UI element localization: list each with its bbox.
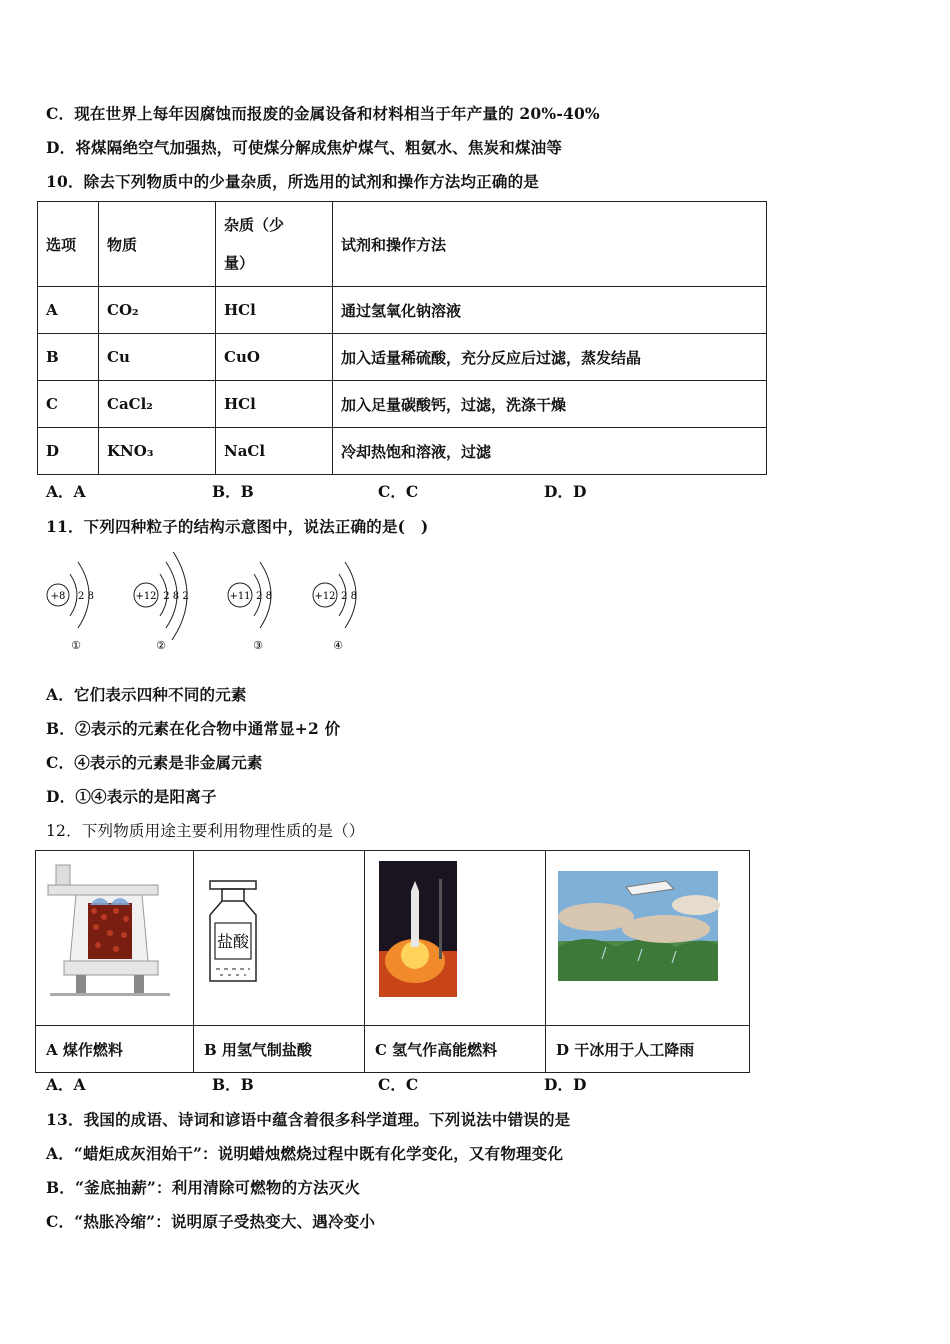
header-substance: 物质: [99, 202, 216, 287]
answers-12: A．A B．B C．C D．D: [46, 1075, 587, 1094]
svg-text:③: ③: [253, 639, 263, 652]
cell-acid-bottle: [194, 851, 365, 1026]
header-option: 选项: [38, 202, 99, 287]
answers-10: A．A B．B C．C D．D: [46, 482, 587, 501]
particle-structure-diagrams: [40, 552, 380, 662]
cell-coal-stove: [36, 851, 194, 1026]
question-12-stem: 12．下列物质用途主要利用物理性质的是（）: [46, 822, 365, 840]
particle-4: [313, 562, 357, 652]
svg-text:2 8 2: 2 8 2: [163, 591, 189, 602]
q13-option-b: B．“釜底抽薪”：利用清除可燃物的方法灭火: [46, 1178, 361, 1197]
svg-text:+8: +8: [50, 591, 66, 602]
header-method: 试剂和操作方法: [333, 202, 767, 287]
q11-option-d: D．①④表示的是阳离子: [46, 787, 217, 806]
svg-text:④: ④: [333, 639, 343, 652]
question-11-stem: 11．下列四种粒子的结构示意图中，说法正确的是( ): [46, 517, 429, 536]
table-row: C CaCl₂ HCl 加入足量碳酸钙，过滤，洗涤干燥: [38, 381, 767, 428]
svg-text:2 8: 2 8: [256, 591, 272, 602]
particle-1: [47, 562, 94, 652]
svg-text:2 8: 2 8: [78, 591, 94, 602]
svg-text:盐酸: 盐酸: [216, 932, 250, 951]
table-row: A CO₂ HCl 通过氢氧化钠溶液: [38, 287, 767, 334]
option-d-line: D．将煤隔绝空气加强热，可使煤分解成焦炉煤气、粗氨水、焦炭和煤油等: [46, 138, 563, 157]
caption-a: A 煤作燃料: [36, 1026, 194, 1073]
question-12-table: [35, 850, 750, 1073]
option-c-line: C．现在世界上每年因腐蚀而报废的金属设备和材料相当于年产量的 20%-40%: [46, 104, 600, 123]
rocket-launch-image: [365, 851, 545, 1021]
caption-d: D 干冰用于人工降雨: [546, 1026, 750, 1073]
caption-c: C 氢气作高能燃料: [365, 1026, 546, 1073]
question-10-table: [37, 201, 767, 475]
svg-text:+12: +12: [314, 591, 336, 602]
svg-text:+11: +11: [229, 591, 251, 602]
question-10-stem: 10．除去下列物质中的少量杂质，所选用的试剂和操作方法均正确的是: [46, 172, 539, 191]
question-13-stem: 13．我国的成语、诗词和谚语中蕴含着很多科学道理。下列说法中错误的是: [46, 1110, 571, 1129]
svg-text:+12: +12: [135, 591, 157, 602]
cell-rocket: [365, 851, 546, 1026]
q11-option-b: B．②表示的元素在化合物中通常显+2 价: [46, 719, 341, 738]
particle-2: [134, 552, 189, 652]
particle-3: [228, 562, 272, 652]
svg-text:②: ②: [156, 639, 166, 652]
svg-text:①: ①: [71, 639, 81, 652]
artificial-rain-image: [546, 851, 749, 1021]
q11-option-c: C．④表示的元素是非金属元素: [46, 753, 263, 772]
header-impurity: 杂质（少 量）: [216, 202, 333, 287]
q13-option-c: C．“热胀冷缩”：说明原子受热变大、遇冷变小: [46, 1212, 376, 1231]
coal-stove-image: [36, 851, 193, 1021]
cell-rain: [546, 851, 750, 1026]
q11-option-a: A．它们表示四种不同的元素: [46, 685, 247, 704]
q13-option-a: A．“蜡炬成灰泪始干”：说明蜡烛燃烧过程中既有化学变化，又有物理变化: [46, 1144, 564, 1163]
hydrochloric-acid-bottle-image: [194, 851, 364, 1021]
caption-b: B 用氢气制盐酸: [194, 1026, 365, 1073]
table-row: B Cu CuO 加入适量稀硫酸，充分反应后过滤，蒸发结晶: [38, 334, 767, 381]
svg-text:2 8: 2 8: [341, 591, 357, 602]
table-row: D KNO₃ NaCl 冷却热饱和溶液，过滤: [38, 428, 767, 475]
